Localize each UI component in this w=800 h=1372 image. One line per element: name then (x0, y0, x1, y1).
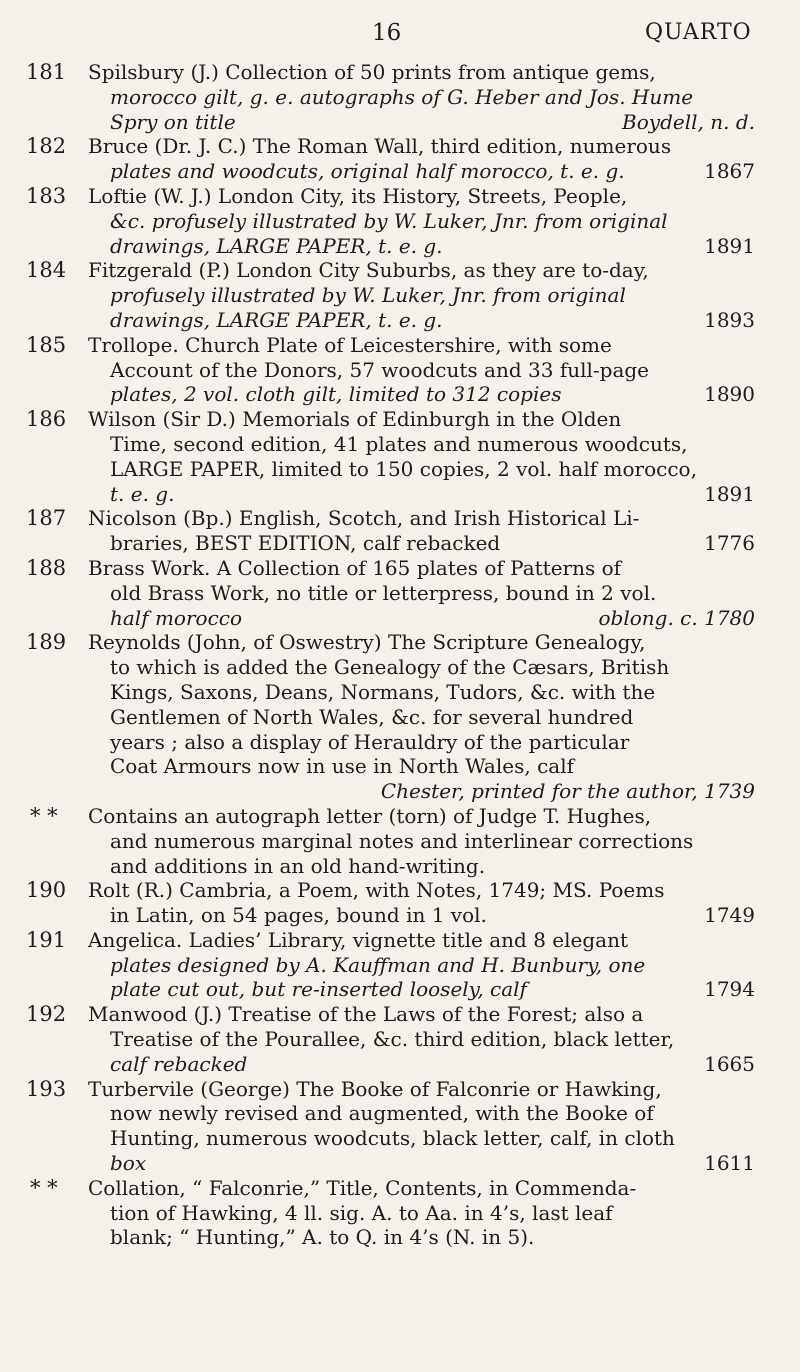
note-marker: * * (30, 803, 58, 828)
entry-line: Coat Armours now in use in North Wales, calf (110, 754, 574, 779)
catalogue-entry (0, 184, 800, 258)
entry-line: braries, BEST EDITION, calf rebacked 1776 (110, 531, 755, 556)
entry-line: now newly revised and augmented, with the Booke of (110, 1101, 654, 1126)
entry-line: years ; also a display of Herauldry of the particular (110, 729, 630, 754)
entry-line: Kings, Saxons, Deans, Normans, Tudors, &c. with the (110, 679, 656, 704)
entry-line: plate cut out, but re-inserted loosely, calf 1794 (110, 977, 755, 1002)
catalogue-entry (0, 506, 800, 556)
lot-number: 181 (26, 60, 67, 84)
lot-number: 183 (26, 183, 67, 208)
entry-line: Spry on title Boydell, n. d. (110, 109, 755, 134)
entry-line: &c. profusely illustrated by W. Luker, Jnr. from original (110, 208, 668, 233)
lot-number: 187 (26, 506, 67, 531)
entry-line: blank; “ Hunting,” A. to Q. in 4’s (N. in 5). (110, 1225, 535, 1250)
lot-number: 186 (26, 407, 67, 432)
catalogue-entry (0, 928, 800, 1002)
entry-line: Turbervile (George) The Booke of Falconrie or Hawking, (88, 1076, 662, 1101)
entry-line: Manwood (J.) Treatise of the Laws of the Forest; also a (88, 1002, 644, 1027)
entry-line: plates, 2 vol. cloth gilt, limited to 312 copies 1890 (110, 382, 755, 407)
lot-number: 190 (26, 878, 67, 903)
entry-line: Hunting, numerous woodcuts, black letter, calf, in cloth (110, 1126, 675, 1151)
lot-number: 182 (26, 134, 67, 159)
page-number: 16 (372, 20, 402, 46)
lot-number: 192 (26, 1002, 67, 1027)
page-header (0, 20, 800, 52)
catalogue-entry (0, 60, 800, 134)
catalogue-entry (0, 1077, 800, 1176)
entry-line: morocco gilt, g. e. autographs of G. Heber and Jos. Hume (110, 84, 694, 109)
entry-line: Trollope. Church Plate of Leicestershire, with some (88, 332, 612, 357)
entry-line: drawings, LARGE PAPER, t. e. g. 1893 (110, 307, 755, 332)
entry-line: Wilson (Sir D.) Memorials of Edinburgh in the Olden (88, 407, 622, 432)
entry-line: profusely illustrated by W. Luker, Jnr. from original (110, 283, 626, 308)
entry-line: box 1611 (110, 1151, 755, 1176)
entry-line: Bruce (Dr. J. C.) The Roman Wall, third edition, numerous (88, 134, 672, 159)
note-marker: * * (30, 1175, 58, 1200)
entry-line: Rolt (R.) Cambria, a Poem, with Notes, 1749; MS. Poems (88, 878, 665, 903)
entry-line: Account of the Donors, 57 woodcuts and 33 full-page (110, 357, 650, 382)
entry-line: drawings, LARGE PAPER, t. e. g. 1891 (110, 233, 755, 258)
entry-line: Spilsbury (J.) Collection of 50 prints from antique gems, (88, 60, 656, 84)
entry-line: Angelica. Ladies’ Library, vignette title and 8 elegant (88, 927, 628, 952)
entry-line: and additions in an old hand-writing. (110, 853, 486, 878)
format-heading: QUARTO (645, 20, 752, 45)
entry-line: Collation, “ Falconrie,” Title, Contents, in Commenda- (88, 1175, 637, 1200)
catalogue-entry (0, 878, 800, 928)
entry-line: old Brass Work, no title or letterpress, bound in 2 vol. (110, 580, 657, 605)
lot-number: 189 (26, 630, 67, 655)
catalogue-entry (0, 630, 800, 804)
lot-number: 185 (26, 332, 67, 357)
catalogue-entry (0, 134, 800, 184)
entry-line: to which is added the Genealogy of the Cæsars, British (110, 655, 670, 680)
entry-line: Chester, printed for the author, 1739 (380, 779, 755, 804)
entry-line: LARGE PAPER, limited to 150 copies, 2 vol. half morocco, (110, 456, 697, 481)
entry-line: Contains an autograph letter (torn) of Judge T. Hughes, (88, 803, 652, 828)
entry-line: Time, second edition, 41 plates and numerous woodcuts, (110, 431, 688, 456)
entry-line: Treatise of the Pourallee, &c. third edition, black letter, (110, 1027, 675, 1052)
catalogue-note (0, 804, 800, 878)
entry-line: Fitzgerald (P.) London City Suburbs, as they are to-day, (88, 258, 649, 283)
lot-number: 184 (26, 258, 67, 283)
catalogue-entry (0, 333, 800, 407)
entry-line: Brass Work. A Collection of 165 plates of Patterns of (88, 555, 622, 580)
entry-line: calf rebacked 1665 (110, 1051, 755, 1076)
entry-line: half morocco oblong. c. 1780 (110, 605, 755, 630)
lot-number: 191 (26, 927, 67, 952)
catalogue-note (0, 1176, 800, 1250)
entry-line: Loftie (W. J.) London City, its History, Streets, People, (88, 183, 628, 208)
entry-line: and numerous marginal notes and interlinear corrections (110, 828, 694, 853)
catalogue-list (0, 60, 800, 1250)
entry-line: Reynolds (John, of Oswestry) The Scripture Genealogy, (88, 630, 646, 655)
catalogue-entry (0, 258, 800, 332)
lot-number: 188 (26, 555, 67, 580)
lot-number: 193 (26, 1076, 67, 1101)
catalogue-entry (0, 556, 800, 630)
entry-line: Nicolson (Bp.) English, Scotch, and Irish Historical Li- (88, 506, 640, 531)
catalogue-entry (0, 1002, 800, 1076)
entry-line: in Latin, on 54 pages, bound in 1 vol. 1749 (110, 903, 755, 928)
entry-line: Gentlemen of North Wales, &c. for several hundred (110, 704, 634, 729)
entry-line: plates designed by A. Kauffman and H. Bunbury, one (110, 952, 646, 977)
entry-line: plates and woodcuts, original half morocco, t. e. g. 1867 (110, 159, 755, 184)
entry-line: tion of Hawking, 4 ll. sig. A. to Aa. in 4’s, last leaf (110, 1200, 613, 1225)
entry-line: t. e. g. 1891 (110, 481, 755, 506)
catalogue-entry (0, 407, 800, 506)
